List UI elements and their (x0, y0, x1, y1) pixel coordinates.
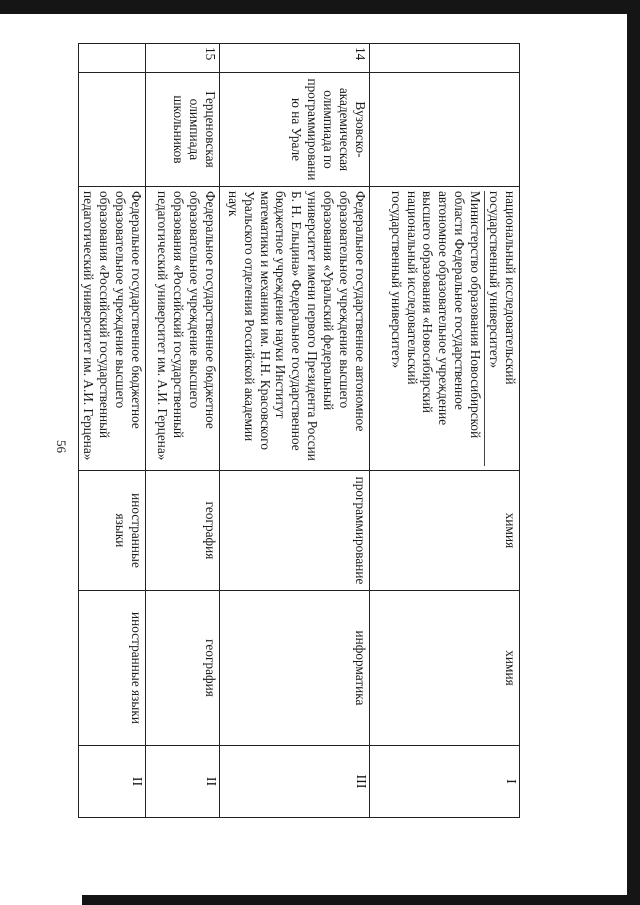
level-cell: II (79, 746, 146, 818)
subject-cell: география (146, 591, 220, 746)
scan-edge-right (627, 0, 640, 905)
subject-cell: информатика (220, 591, 370, 746)
row-number (79, 44, 146, 73)
level-cell: III (220, 746, 370, 818)
table-row (79, 44, 146, 818)
profile-cell: программирование (220, 471, 370, 591)
scan-edge-bottom (82, 895, 640, 905)
olympiad-name: Вузовско-академическая олимпиада по программированию на Урале (220, 73, 370, 187)
row-number: 15 (146, 44, 220, 73)
row-number (370, 44, 520, 73)
scan-edge-top (0, 0, 640, 14)
table-row (146, 44, 220, 818)
organizer-text: Федеральное государственное бюджетное образовательное учреждение высшего образования «Российский государственный педагогический университет им. А.И. Герцена» (81, 191, 144, 461)
organizer-text: Министерство образования Новосибирской области Федеральное государственное автономное образовательное учреждение высшего образования «Новосибирский национальный исследовательский государственный университет» (388, 191, 485, 466)
olympiad-table-rotated (80, 43, 520, 817)
profile-cell: химия (370, 471, 520, 591)
organizer-cell (220, 187, 370, 471)
olympiad-table (78, 43, 520, 818)
olympiad-name (79, 73, 146, 187)
level-cell: II (146, 746, 220, 818)
level-cell: I (370, 746, 520, 818)
olympiad-name (370, 73, 520, 187)
row-number: 14 (220, 44, 370, 73)
subject-cell: химия (370, 591, 520, 746)
organizer-cell (79, 187, 146, 471)
subject-cell: иностранные языки (79, 591, 146, 746)
organizer-text: национальный исследовательский государственный университет» (487, 191, 518, 385)
page-number: 56 (54, 440, 69, 453)
organizer-text: Федеральное государственное автономное образовательное учреждение высшего образования «Уральский федеральный университет имени первого Президента России Б. Н. Ельцина» Федеральное государственное бюджетное учреждение науки Институт математики и механики им. Н.Н. Красовского Уральского отделения Российской академии наук (225, 191, 368, 461)
table-row (220, 44, 370, 818)
profile-cell: география (146, 471, 220, 591)
organizer-cell (146, 187, 220, 471)
olympiad-name: Герценовская олимпиада школьников (146, 73, 220, 187)
table-row (370, 44, 520, 818)
organizer-cell (370, 187, 520, 471)
profile-cell: иностранные языки (79, 471, 146, 591)
organizer-text: Федеральное государственное бюджетное образовательное учреждение высшего образования «Российский государственный педагогический университет им. А.И. Герцена» (155, 191, 218, 461)
